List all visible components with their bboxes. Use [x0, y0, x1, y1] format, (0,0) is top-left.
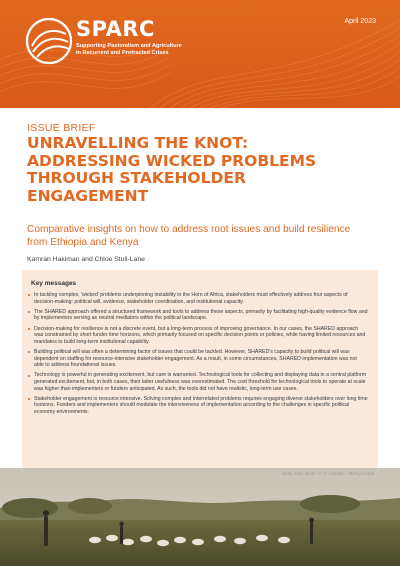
key-message-text: Decision-making for resilience is not a discrete event, but a long-term process of improving governance. In our cases, the SHARED approach was constrained by short funder time horizons, which primarily focused on specific decision points or policies, while having limited resources and mandates to build long-term institutional capability.: [34, 325, 366, 345]
key-message-text: The SHARED approach offered a structured framework and tools to address these aspects, primarily by facilitating high-quality evidence flow and by implementers serving as neutral mediators within the political landscape.: [34, 308, 368, 322]
key-message-item: [28, 349, 368, 369]
title-line: THROUGH STAKEHOLDER: [27, 169, 246, 187]
bullet-icon: [28, 294, 30, 296]
brand-tagline: Supporting Pastoralism and Agriculture in Recurrent and Protracted Crises: [76, 43, 182, 56]
brand-name: SPARC: [76, 17, 155, 41]
bullet-icon: [28, 311, 30, 313]
cover-photo: [0, 468, 400, 566]
key-message-item: [28, 309, 368, 322]
bullet-icon: [28, 375, 30, 377]
bullet-icon: [28, 351, 30, 353]
landscape-photo-illustration: [0, 468, 400, 566]
title-line: UNRAVELLING THE KNOT:: [27, 134, 249, 152]
key-message-item: [28, 292, 368, 305]
key-message-item: [28, 326, 368, 346]
publication-date: April 2023: [344, 18, 376, 25]
authors: Kamran Hakiman and Chloe Stull-Lane: [27, 256, 145, 263]
subtitle: Comparative insights on how to address root issues and build resilience from Ethiopia and Kenya: [27, 224, 351, 248]
key-message-text: In tackling complex, 'wicked' problems underpinning instability in the Horn of Africa, stakeholders must effectively address four aspects of decision-making: political will, evidence, stakeholder coordination, and institutional capacity.: [34, 292, 348, 305]
key-messages-title: Key messages: [31, 280, 77, 287]
title-line: ENGAGEMENT: [27, 186, 149, 205]
header-banner: [0, 0, 400, 108]
photo-credit: Isiolo, May 2019 · © G. Humble / Mercy Corps: [281, 471, 374, 476]
key-message-item: [28, 372, 368, 392]
key-message-text: Building political will was often a determining factor of issues that could be tackled. However, SHARED's capacity to build political will was dependent on staffing for resource-intensive stakeholder engagement. As a result, in some circumstances, SHARED implementation was not able to address foundational issues.: [34, 348, 357, 369]
sparc-logo-mark-icon: [24, 16, 74, 66]
key-message-text: Technology is powerful in generating excitement, but care is warranted. Technological tools for collecting and displaying data in a central platform generated excitement, but, in both cases, their latter usefulness was overestimated. The cost threshold for technological tools to operate at scale was higher than implementers or funders anticipated. As such, the tools did not have realistic, long-term use cases.: [34, 372, 367, 392]
key-message-text: Stakeholder engagement is resource intensive. Solving complex and interrelated problems requires engaging diverse stakeholders over long time horizons. Funders and implementers should modulate the intensiveness of implementation according to the challenges in specific political economy environments.: [34, 395, 368, 415]
bullet-icon: [28, 328, 30, 330]
page-title: [27, 135, 357, 205]
sparc-logo: [24, 14, 184, 84]
title-line: ADDRESSING WICKED PROBLEMS: [27, 151, 317, 170]
key-message-item: [28, 396, 368, 416]
issue-label: ISSUE BRIEF: [27, 122, 96, 134]
bullet-icon: [28, 398, 30, 400]
key-messages-list: [28, 292, 368, 419]
